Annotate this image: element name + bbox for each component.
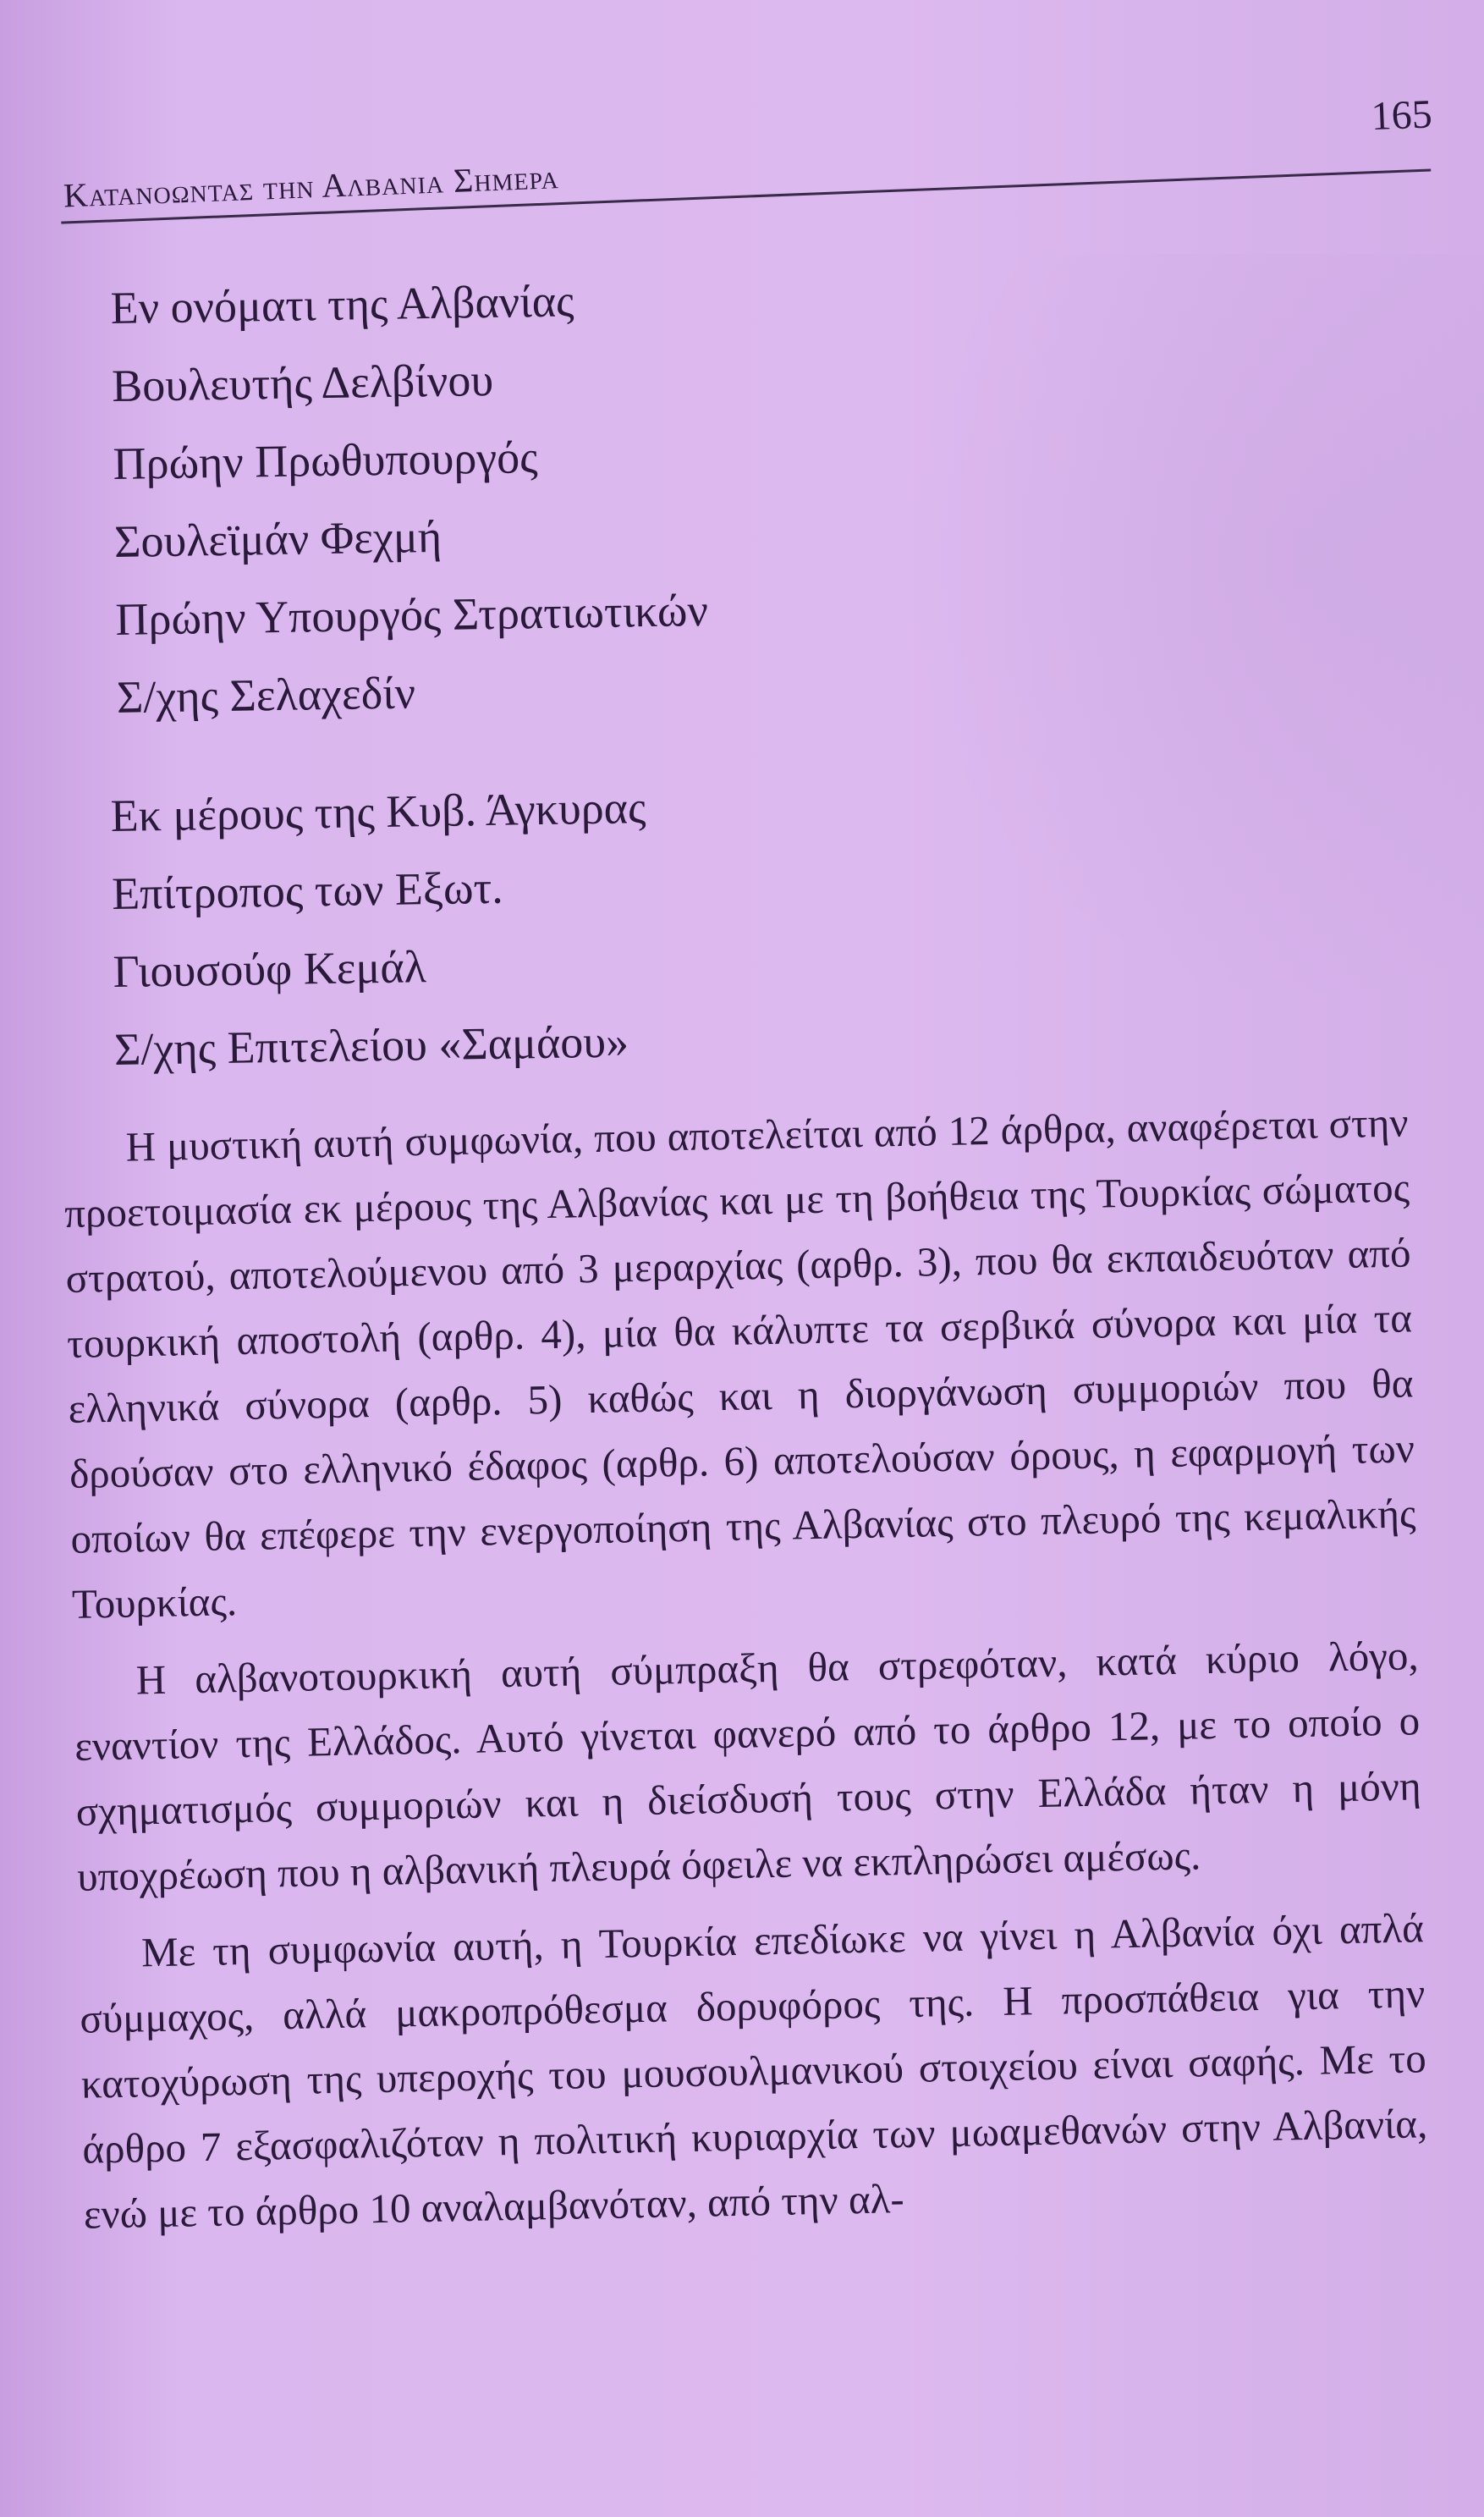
signature-line: Επίτροπος των Εξωτ. xyxy=(111,862,504,919)
page-header xyxy=(52,74,1435,236)
signature-line: Βουλευτής Δελβίνου xyxy=(111,354,494,411)
body-text xyxy=(63,1089,1430,2258)
paragraph: Η αλβανοτουρκική αυτή σύμπραξη θα στρεφόταν, κατά κύριο λόγο, εναντίον της Ελλάδος. Αυτό γίνεται φανερό από το άρθρο 12, με το οποίο ο σχηματισμός συμμοριών και η διείσδυσή τους στην Ελλάδα ήταν η μόνη υποχρέωση που η αλβανική πλευρά όφειλε να εκπληρώσει αμέσως. xyxy=(74,1632,1422,1900)
running-head: Κατανοωντασ την Αλβανια Σημερα xyxy=(63,157,560,215)
signature-block-ankara xyxy=(110,768,650,1088)
paragraph: Με τη συμφωνία αυτή, η Τουρκία επεδίωκε να γίνει η Αλβανία όχι απλά σύμμαχος, αλλά μακροπρόθεσμα δορυφόρος της. Η προσπάθεια για την κατοχύρωση της υπεροχής του μουσουλμανικού στοιχείου είναι σαφής. Με το άρθρο 7 εξασφαλιζόταν η πολιτική κυριαρχία των μωαμεθανών στην Αλβανία, ενώ με το άρθρο 10 αναλαμβανόταν, από την αλ- xyxy=(79,1904,1428,2238)
signature-line: Γιουσούφ Κεμάλ xyxy=(113,941,427,997)
signature-line: Σ/χης Σελαχεδίν xyxy=(116,667,416,723)
page-shading xyxy=(892,254,1484,1016)
paragraph: Η μυστική αυτή συμφωνία, που αποτελείται από 12 άρθρα, αναφέρεται στην προετοιμασία εκ μέρους της Αλβανίας και με τη βοήθεια της Τουρκίας σώματος στρατού, αποτελούμενου από 3 μεραρχίας (αρθρ. 3), που θα εκπαιδευόταν από τουρκική αποστολή (αρθρ. 4), μία θα κάλυπτε τα σερβικά σύνορα και μία τα ελληνικά σύνορα (αρθρ. 5) καθώς και η διοργάνωση συμμοριών που θα δρούσαν στο ελληνικό έδαφος (αρθρ. 6) αποτελούσαν όρους, η εφαρμογή των οποίων θα επέφερε την ενεργοποίηση της Αλβανίας στο πλευρό της κεμαλικής Τουρκίας. xyxy=(63,1099,1416,1628)
page-number: 165 xyxy=(1370,91,1433,140)
signature-line: Εν ονόματι της Αλβανίας xyxy=(110,275,574,333)
signature-line: Σ/χης Επιτελείου «Σαμάου» xyxy=(113,1016,629,1075)
signature-block-albania xyxy=(110,260,710,736)
signature-line: Εκ μέρους της Κυβ. Άγκυρας xyxy=(110,782,646,841)
signature-line: Σουλεϊμάν Φεχμή xyxy=(113,510,442,567)
signature-line: Πρώην Πρωθυπουργός xyxy=(113,432,538,489)
signature-line: Πρώην Υπουργός Στρατιωτικών xyxy=(115,584,709,645)
